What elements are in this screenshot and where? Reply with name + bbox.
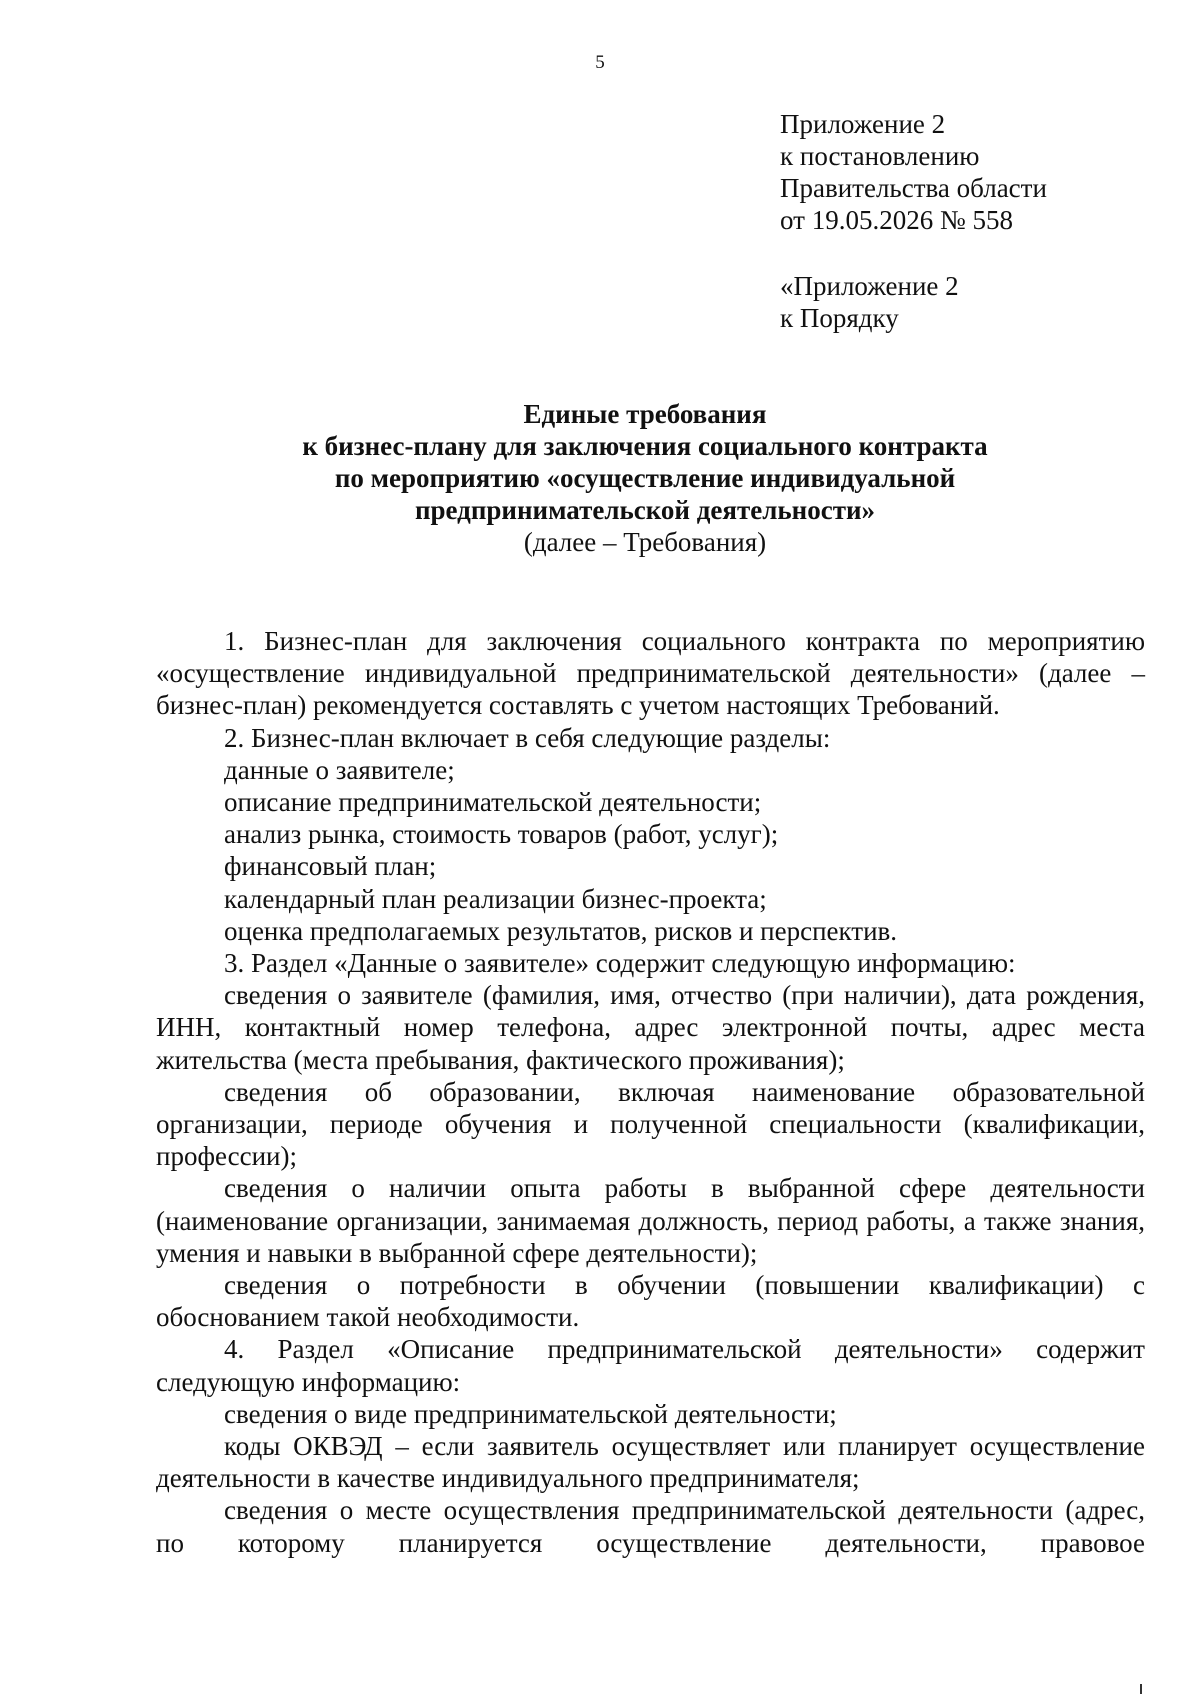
list-item: данные о заявителе; bbox=[224, 754, 455, 785]
list-item: анализ рынка, стоимость товаров (работ, услуг); bbox=[224, 819, 779, 850]
document-title bbox=[150, 398, 1140, 558]
paragraph: сведения о заявителе (фамилия, имя, отчество (при наличии), дата рождения, ИНН, контактный номер телефона, адрес электронной почты, адрес места жительства (места пребывания, фактического проживания); bbox=[156, 980, 1145, 1075]
paragraph: 1. Бизнес-план для заключения социального контракта по мероприятию «осуществление индивидуальной предпринимательской деятельности» (далее – бизнес-план) рекомендуется составлять с учетом настоящих Требований. bbox=[156, 626, 1145, 721]
page-number: 5 bbox=[595, 52, 605, 73]
scan-mark bbox=[1140, 1684, 1142, 1694]
list-item: оценка предполагаемых результатов, рисков и перспектив. bbox=[224, 915, 898, 946]
paragraph: сведения о потребности в обучении (повышении квалификации) с обоснованием такой необходимости. bbox=[156, 1270, 1145, 1333]
title-line: по мероприятию «осуществление индивидуальной bbox=[334, 463, 956, 493]
paragraph: коды ОКВЭД – если заявитель осуществляет или планирует осуществление деятельности в качестве индивидуального предпринимателя; bbox=[156, 1431, 1145, 1494]
title-subtitle: (далее – Требования) bbox=[523, 527, 767, 557]
title-line: предпринимательской деятельности» bbox=[414, 495, 876, 525]
appendix-line: Правительства области bbox=[780, 173, 1047, 203]
paragraph: сведения о наличии опыта работы в выбранной сфере деятельности (наименование организации, занимаемая должность, период работы, а также знания, умения и навыки в выбранной сфере деятельности); bbox=[156, 1173, 1145, 1268]
appendix-line: от 19.05.2026 № 558 bbox=[780, 205, 1013, 235]
title-line: к бизнес-плану для заключения социального контракта bbox=[302, 431, 988, 461]
list-item: финансовый план; bbox=[224, 851, 437, 882]
paragraph: 3. Раздел «Данные о заявителе» содержит следующую информацию: bbox=[224, 948, 1016, 979]
paragraph: 2. Бизнес-план включает в себя следующие разделы: bbox=[224, 722, 831, 753]
appendix-quote-line: «Приложение 2 bbox=[780, 271, 959, 301]
appendix-line: Приложение 2 bbox=[780, 109, 946, 139]
appendix-spacer bbox=[780, 236, 1180, 270]
title-line: Единые требования bbox=[523, 399, 767, 429]
appendix-line: к постановлению bbox=[780, 141, 980, 171]
list-item: описание предпринимательской деятельности; bbox=[224, 787, 762, 818]
appendix-quote-line: к Порядку bbox=[780, 303, 899, 333]
list-item: календарный план реализации бизнес-проекта; bbox=[224, 883, 767, 914]
paragraph: сведения о месте осуществления предпринимательской деятельности (адрес, по которому планируется осуществление деятельности, правовое bbox=[156, 1495, 1145, 1558]
paragraph: сведения об образовании, включая наименование образовательной организации, периоде обучения и полученной специальности (квалификации, профессии); bbox=[156, 1076, 1145, 1172]
document-body bbox=[156, 625, 1145, 1559]
paragraph: сведения о виде предпринимательской деятельности; bbox=[224, 1398, 837, 1429]
appendix-header bbox=[780, 108, 1180, 334]
paragraph: 4. Раздел «Описание предпринимательской деятельности» содержит следующую информацию: bbox=[156, 1334, 1145, 1397]
